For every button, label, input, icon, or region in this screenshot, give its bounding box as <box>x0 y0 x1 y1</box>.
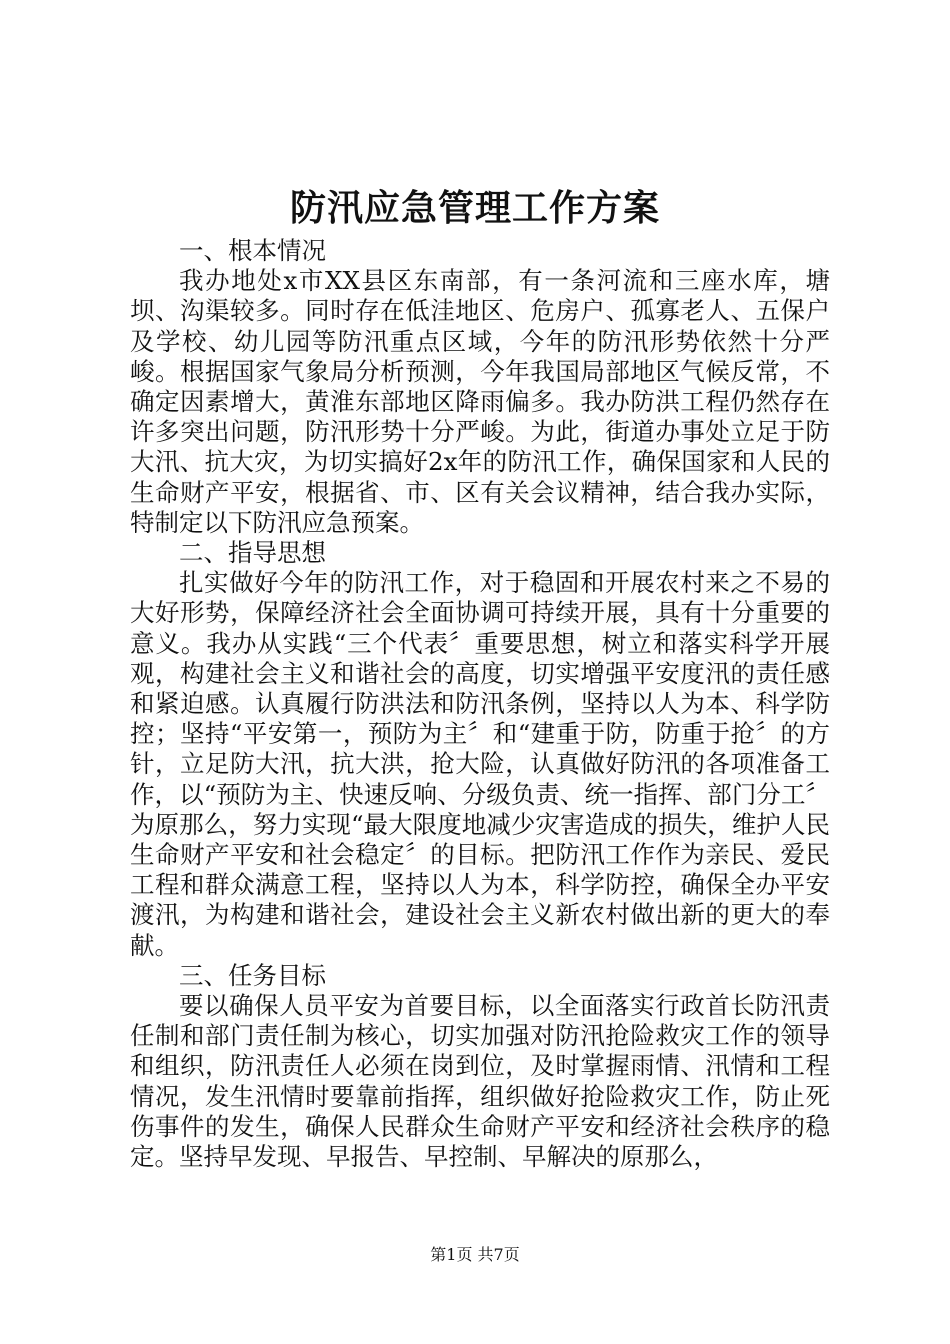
document-body <box>130 236 830 1172</box>
section-paragraph-2: 扎实做好今年的防汛工作，对于稳固和开展农村来之不易的大好形势，保障经济社会全面协调可持续开展，具有十分重要的意义。我办从实践“三个代表〞重要思想，树立和落实科学开展观，构建社会主义和谐社会的高度，切实增强平安度汛的责任感和紧迫感。认真履行防洪法和防汛条例，坚持以人为本、科学防控；坚持“平安第一，预防为主〞和“建重于防，防重于抢〞的方针，立足防大汛，抗大洪，抢大险，认真做好防汛的各项准备工作，以“预防为主、快速反响、分级负责、统一指挥、部门分工〞为原那么，努力实现“最大限度地减少灾害造成的损失，维护人民生命财产平安和社会稳定〞的目标。把防汛工作作为亲民、爱民工程和群众满意工程，坚持以人为本，科学防控，确保全办平安渡汛，为构建和谐社会，建设社会主义新农村做出新的更大的奉献。 <box>130 568 830 960</box>
page-number-footer: 第1页 共7页 <box>430 1245 520 1264</box>
section-heading-3: 三、任务目标 <box>179 960 326 990</box>
section-paragraph-3: 要以确保人员平安为首要目标，以全面落实行政首长防汛责任制和部门责任制为核心，切实加强对防汛抢险救灾工作的领导和组织，防汛责任人必须在岗到位，及时掌握雨情、汛情和工程情况，发生汛情时要靠前指挥，组织做好抢险救灾工作，防止死伤事件的发生，确保人民群众生命财产平安和经济社会秩序的稳定。坚持早发现、早报告、早控制、早解决的原那么， <box>130 991 830 1172</box>
section-heading-2: 二、指导思想 <box>179 538 326 568</box>
section-heading-1: 一、根本情况 <box>179 236 326 265</box>
section-paragraph-1: 我办地处x市XX县区东南部，有一条河流和三座水库，塘坝、沟渠较多。同时存在低洼地区、危房户、孤寡老人、五保户及学校、幼儿园等防汛重点区域，今年的防汛形势依然十分严峻。根据国家气象局分析预测，今年我国局部地区气候反常，不确定因素增大，黄淮东部地区降雨偏多。我办防洪工程仍然存在许多突出问题，防汛形势十分严峻。为此，街道办事处立足于防大汛、抗大灾，为切实搞好2x年的防汛工作，确保国家和人民的生命财产平安，根据省、市、区有关会议精神，结合我办实际，特制定以下防汛应急预案。 <box>130 266 830 537</box>
document-title: 防汛应急管理工作方案 <box>289 187 660 229</box>
